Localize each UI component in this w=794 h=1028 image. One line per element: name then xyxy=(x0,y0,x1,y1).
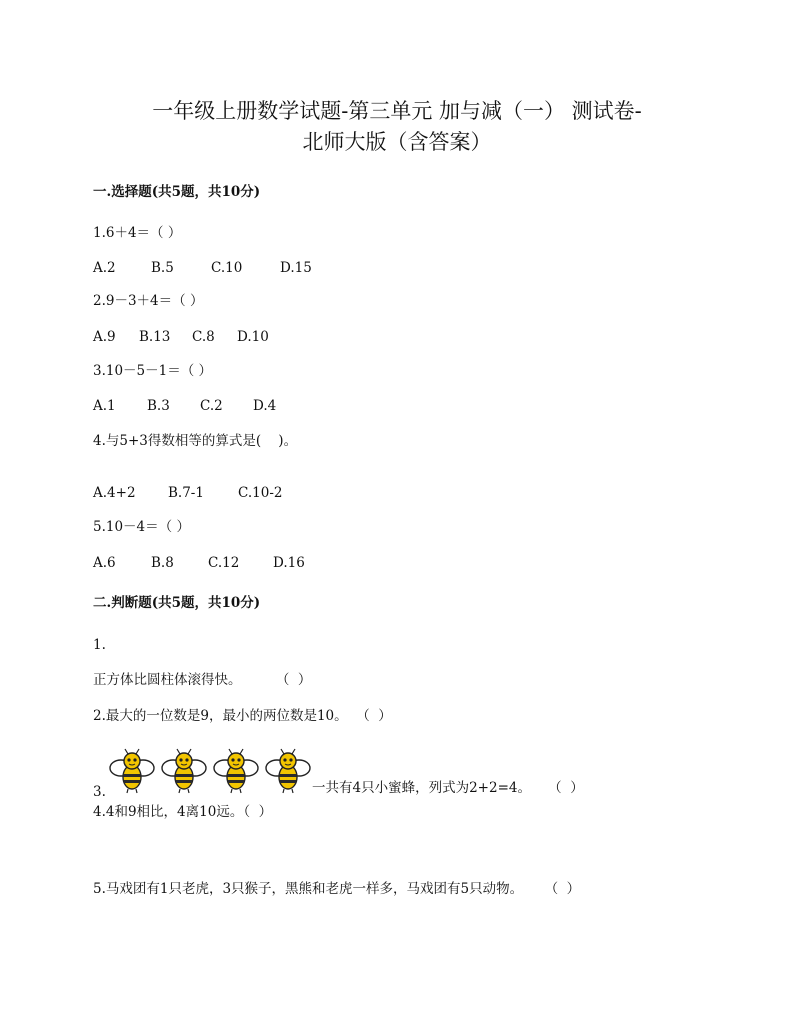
question-3-option-b: B.3 xyxy=(147,398,170,414)
question-2-option-a: A.9 xyxy=(93,329,116,345)
question-3-option-c: C.2 xyxy=(200,398,223,414)
question-2-option-d: D.10 xyxy=(237,329,269,345)
bee-illustration xyxy=(108,748,318,794)
bee-icon xyxy=(264,748,312,794)
question-3-option-d: D.4 xyxy=(253,398,277,414)
question-5-option-d: D.16 xyxy=(273,555,305,571)
question-3-option-a: A.1 xyxy=(93,398,116,414)
question-4-option-c: C.10-2 xyxy=(238,485,283,501)
question-4-stem: 4.与5+3得数相等的算式是( )。 xyxy=(93,433,298,449)
question-2-option-c: C.8 xyxy=(192,329,215,345)
document-title-line-1: 一年级上册数学试题-第三单元 加与减（一） 测试卷- xyxy=(152,99,642,123)
bee-icon xyxy=(160,748,208,794)
question-2-option-b: B.13 xyxy=(139,329,171,345)
question-5-stem: 5.10－4＝（ ） xyxy=(93,519,190,535)
question-4-option-a: A.4+2 xyxy=(93,485,136,501)
section-1-heading: 一.选择题(共5题，共10分) xyxy=(93,184,261,200)
question-2-stem: 2.9－3＋4＝（ ） xyxy=(93,293,204,309)
question-4-option-b: B.7-1 xyxy=(168,485,204,501)
judge-5-text: 5.马戏团有1只老虎，3只猴子，黑熊和老虎一样多，马戏团有5只动物。 （ ） xyxy=(93,881,581,897)
question-1-stem: 1.6＋4＝（ ） xyxy=(93,225,182,241)
question-1-option-a: A.2 xyxy=(93,260,116,276)
bee-icon xyxy=(108,748,156,794)
judge-3-text: 一共有4只小蜜蜂，列式为2+2=4。 （ ） xyxy=(312,780,584,796)
judge-4-text: 4.4和9相比，4离10远。（ ） xyxy=(93,804,273,820)
section-2-heading: 二.判断题(共5题，共10分) xyxy=(93,595,261,611)
document-title-line-2: 北师大版（含答案） xyxy=(302,130,492,154)
question-1-option-c: C.10 xyxy=(211,260,243,276)
judge-2-text: 2.最大的一位数是9，最小的两位数是10。 （ ） xyxy=(93,708,392,724)
question-5-option-b: B.8 xyxy=(151,555,174,571)
judge-1-text: 正方体比圆柱体滚得快。 （ ） xyxy=(93,672,312,688)
question-3-stem: 3.10－5－1＝（ ） xyxy=(93,363,213,379)
question-1-option-d: D.15 xyxy=(280,260,312,276)
question-5-option-c: C.12 xyxy=(208,555,240,571)
question-1-option-b: B.5 xyxy=(151,260,174,276)
question-5-option-a: A.6 xyxy=(93,555,116,571)
bee-icon xyxy=(212,748,260,794)
judge-1-number: 1. xyxy=(93,637,106,653)
judge-3-number: 3. xyxy=(93,784,106,800)
